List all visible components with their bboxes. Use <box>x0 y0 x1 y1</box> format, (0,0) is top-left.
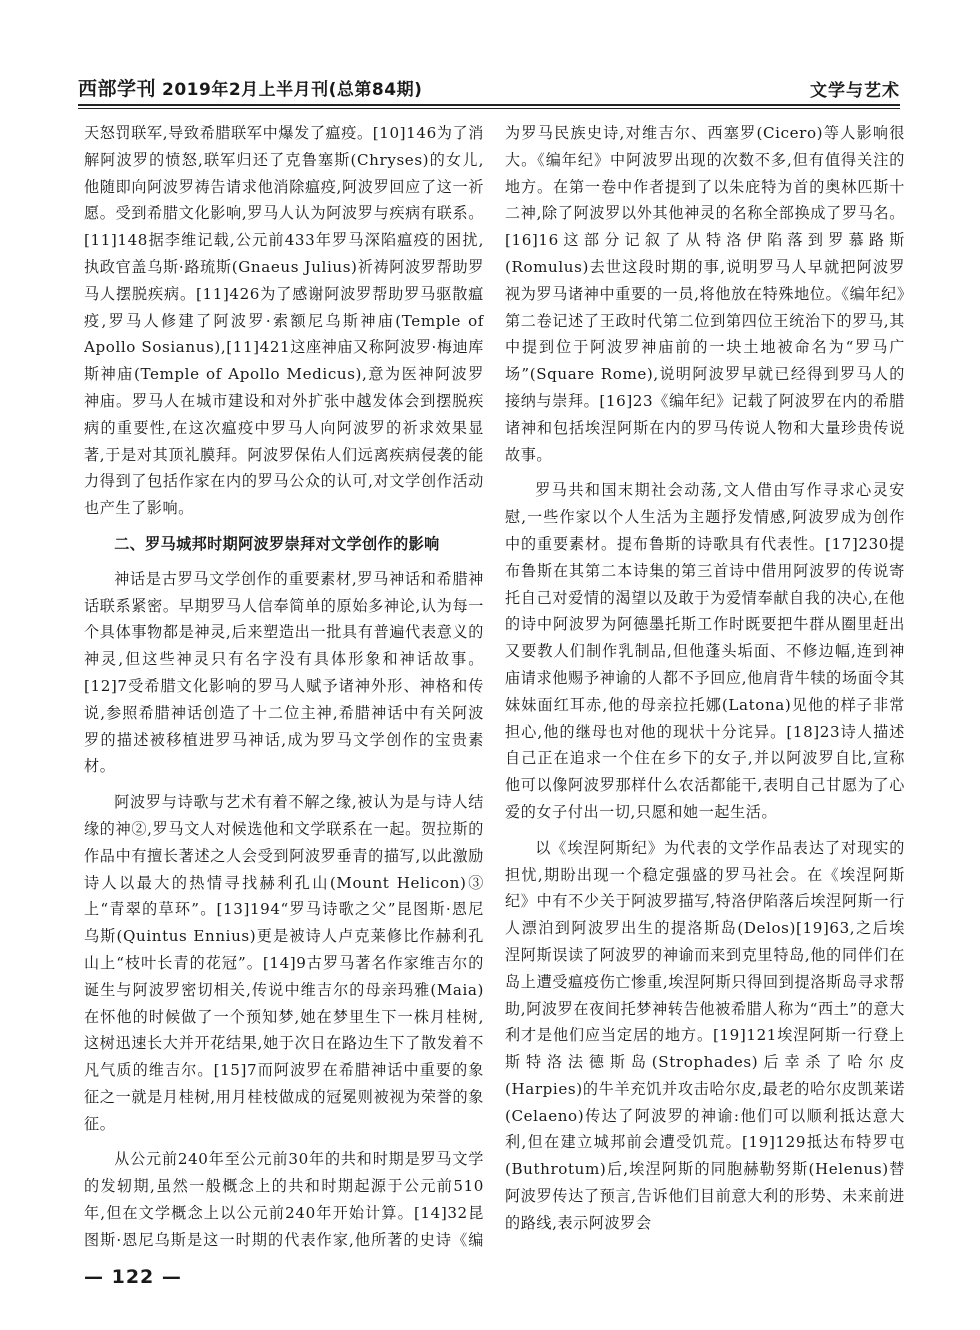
running-header <box>78 70 900 100</box>
left-column <box>84 120 484 1250</box>
header-rule-thick <box>78 104 900 106</box>
section-heading: 二、罗马城邦时期阿波罗崇拜对文学创作的影响 <box>114 534 440 553</box>
journal-name: 西部学刊 <box>78 78 157 100</box>
header-rule-thin <box>78 108 900 109</box>
left-paragraph-4: 从公元前240年至公元前30年的共和时期是罗马文学的发轫期,虽然一般概念上的共和时期起源于公元前510年,但在文学概念上以公元前240年开始计算。[14]32昆图斯·恩尼乌斯是这一时期的代表作家,他所著的史诗《编 <box>84 1150 484 1249</box>
right-paragraph-3: 以《埃涅阿斯纪》为代表的文学作品表达了对现实的担忧,期盼出现一个稳定强盛的罗马社会。在《埃涅阿斯纪》中有不少关于阿波罗描写,特洛伊陷落后埃涅阿斯一行人漂泊到阿波罗出生的提洛斯岛(Delos)[19]63,之后埃涅阿斯误读了阿波罗的神谕而来到克里特岛,他的同伴们在岛上遭受瘟疫伤亡惨重,埃涅阿斯只得回到提洛斯岛寻求帮助,阿波罗在夜间托梦神转告他被希腊人称为“西土”的意大利才是他们应当定居的地方。[19]121埃涅阿斯一行登上斯特洛法德斯岛(Strophades)后幸杀了哈尔皮(Harpies)的牛羊充饥并攻击哈尔皮,最老的哈尔皮凯莱诺(Celaeno)传达了阿波罗的神谕:他们可以顺利抵达意大利,但在建立城邦前会遭受饥荒。[19]129抵达布特罗屯(Buthrotum)后,埃涅阿斯的同胞赫勒努斯(Helenus)替阿波罗传达了预言,告诉他们目前意大利的形势、未来前进的路线,表示阿波罗会 <box>505 838 905 1232</box>
section-title: 文学与艺术 <box>810 81 900 101</box>
issue-info: 2019年2月上半月刊(总第84期) <box>162 80 423 100</box>
right-paragraph-2: 罗马共和国末期社会动荡,文人借由写作寻求心灵安慰,一些作家以个人生活为主题抒发情感,阿波罗成为创作中的重要素材。提布鲁斯的诗歌具有代表性。[17]230提布鲁斯在其第二本诗集的第三首诗中借用阿波罗的传说寄托自己对爱情的渴望以及敢于为爱情奉献自我的决心,在他的诗中阿波罗为阿德墨托斯工作时既要把牛群从圈里赶出又要教人们制作乳制品,但他蓬头垢面、不修边幅,连到神庙请求他赐予神谕的人都不予回应,他肩背牛犊的场面令其妹妹面红耳赤,他的母亲拉托娜(Latona)见他的样子非常担心,他的继母也对他的现状十分诧异。[18]23诗人描述自己正在追求一个住在乡下的女子,并以阿波罗自比,宣称他可以像阿波罗那样什么农活都能干,表明自己甘愿为了心爱的女子付出一切,只愿和她一起生活。 <box>505 481 905 821</box>
right-paragraph-1: 为罗马民族史诗,对维吉尔、西塞罗(Cicero)等人影响很大。《编年纪》中阿波罗出现的次数不多,但有值得关注的地方。在第一卷中作者提到了以朱庇特为首的奥林匹斯十二神,除了阿波罗以外其他神灵的名称全部换成了罗马名。[16]16这部分记叙了从特洛伊陷落到罗慕路斯(Romulus)去世这段时期的事,说明罗马人早就把阿波罗视为罗马诸神中重要的一员,将他放在特殊地位。《编年纪》第二卷记述了王政时代第二位到第四位王统治下的罗马,其中提到位于阿波罗神庙前的一块土地被命名为“罗马广场”(Square Rome),说明阿波罗早就已经得到罗马人的接纳与崇拜。[16]23《编年纪》记载了阿波罗在内的希腊诸神和包括埃涅阿斯在内的罗马传说人物和大量珍贵传说故事。 <box>505 124 905 464</box>
left-paragraph-3: 阿波罗与诗歌与艺术有着不解之缘,被认为是与诗人结缘的神②,罗马文人对候选他和文学联系在一起。贺拉斯的作品中有擅长著述之人会受到阿波罗垂青的描写,以此激励诗人以最大的热情寻找赫利孔山(Mount Helicon)③上“青翠的草环”。[13]194“罗马诗歌之父”昆图斯·恩尼乌斯(Quintus Ennius)更是被诗人卢克莱修比作赫利孔山上“枝叶长青的花冠”。[14]9古罗马著名作家维吉尔的诞生与阿波罗密切相关,传说中维吉尔的母亲玛雅(Maia)在怀他的时候做了一个预知梦,她在梦里生下一株月桂树,这树迅速长大并开花结果,她于次日在路边生下了散发着不凡气质的维吉尔。[15]7而阿波罗在希腊神话中重要的象征之一就是月桂树,用月桂枝做成的冠冕则被视为荣誉的象征。 <box>84 793 484 1133</box>
right-column <box>505 120 905 1250</box>
left-paragraph-2: 神话是古罗马文学创作的重要素材,罗马神话和希腊神话联系紧密。早期罗马人信奉简单的原始多神论,认为每一个具体事物都是神灵,后来塑造出一批具有普遍代表意义的神灵,但这些神灵只有名字没有具体形象和神话故事。[12]7受希腊文化影响的罗马人赋予诸神外形、神格和传说,参照希腊神话创造了十二位主神,希腊神话中有关阿波罗的描述被移植进罗马神话,成为罗马文学创作的宝贵素材。 <box>84 569 484 776</box>
left-paragraph-1: 天怒罚联军,导致希腊联军中爆发了瘟疫。[10]146为了消解阿波罗的愤怒,联军归还了克鲁塞斯(Chryses)的女儿,他随即向阿波罗祷告请求他消除瘟疫,阿波罗回应了这一祈愿。受到希腊文化影响,罗马人认为阿波罗与疾病有联系。[11]148据李维记载,公元前433年罗马深陷瘟疫的困扰,执政官盖乌斯·路琉斯(Gnaeus Julius)祈祷阿波罗帮助罗马人摆脱疾病。[11]426为了感谢阿波罗帮助罗马驱散瘟疫,罗马人修建了阿波罗·索额尼乌斯神庙(Temple of Apollo Sosianus),[11]421这座神庙又称阿波罗·梅迪库斯神庙(Temple of Apollo Medicus),意为医神阿波罗神庙。罗马人在城市建设和对外扩张中越发体会到摆脱疾病的重要性,在这次瘟疫中罗马人向阿波罗的祈求效果显著,于是对其顶礼膜拜。阿波罗保佑人们远离疾病侵袭的能力得到了包括作家在内的罗马公众的认可,对文学创作活动也产生了影响。 <box>84 124 484 518</box>
journal-header <box>78 74 422 101</box>
page-number: — 122 — <box>84 1266 182 1288</box>
